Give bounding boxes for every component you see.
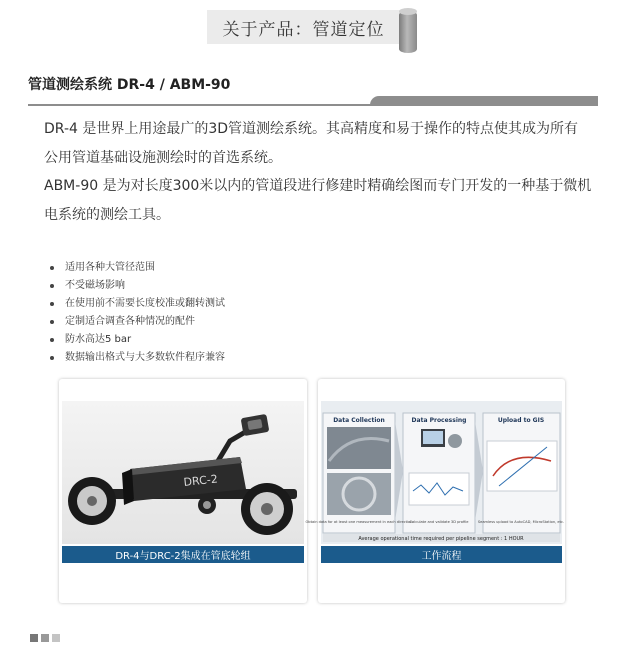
workflow-caption: 工作流程 [321,546,562,563]
workflow-card [305,379,565,603]
step-title: Data Processing [411,417,467,424]
bullet-icon [50,320,54,324]
workflow-steps-graphic [305,401,565,544]
feature-item: 在使用前不需要长度校准或翻转测试 [50,295,225,313]
wheel-icon [198,496,216,514]
feature-item: 数据输出格式与大多数软件程序兼容 [50,349,225,367]
step-note: Calculate and validate 3D profile [409,520,469,524]
pipe-trolley-illustration [62,401,304,544]
pager-dot [30,634,38,642]
bullet-icon [50,356,54,360]
bullet-icon [50,266,54,270]
feature-item: 定制适合调查各种情况的配件 [50,313,225,331]
workflow-footer: Average operational time required per pipeline segment : 1 HOUR [358,536,524,542]
cylinder-decoration-icon [399,11,417,53]
bullet-icon [50,302,54,306]
section-title: 管道测绘系统 DR-4 / ABM-90 [28,77,231,93]
product-photo-card [59,379,307,603]
feature-list [50,259,225,367]
workflow-diagram [305,401,565,544]
pager-dot [41,634,49,642]
dr4-trolley-image [62,401,304,544]
feature-item: 适用各种大管径范围 [50,259,225,277]
bullet-icon [50,338,54,342]
feature-item: 防水高达5 bar [50,331,225,349]
bullet-icon [50,284,54,288]
section-rule-line [28,104,598,106]
wheel-icon [241,483,293,535]
intro-paragraph-dr4: DR-4 是世界上用途最广的3D管道测绘系统。其高精度和易于操作的特点使其成为所有公用管道基础设施测绘时的首选系统。 [44,121,579,166]
intro-paragraph-abm90: ABM-90 是为对长度300米以内的管道段进行修建时精确绘图而专门开发的一种基于微机电系统的测绘工具。 [44,178,592,223]
feature-item: 不受磁场影响 [50,277,225,295]
photo-caption: DR-4与DRC-2集成在管底轮组 [62,546,304,563]
step-title: Data Collection [333,417,385,424]
step-note: Seamless upload to AutoCAD, MicroStation, etc. [477,520,565,524]
wheel-icon [68,477,116,525]
device-label: DRC-2 [182,472,219,489]
pager-dot [52,634,60,642]
page-banner [207,10,400,44]
pager-dots [30,634,60,642]
banner-title: 关于产品：管道定位 [222,19,385,40]
step-title: Upload to GIS [497,417,545,424]
step-note: Obtain data for at least one measurement in each direction [305,520,413,524]
